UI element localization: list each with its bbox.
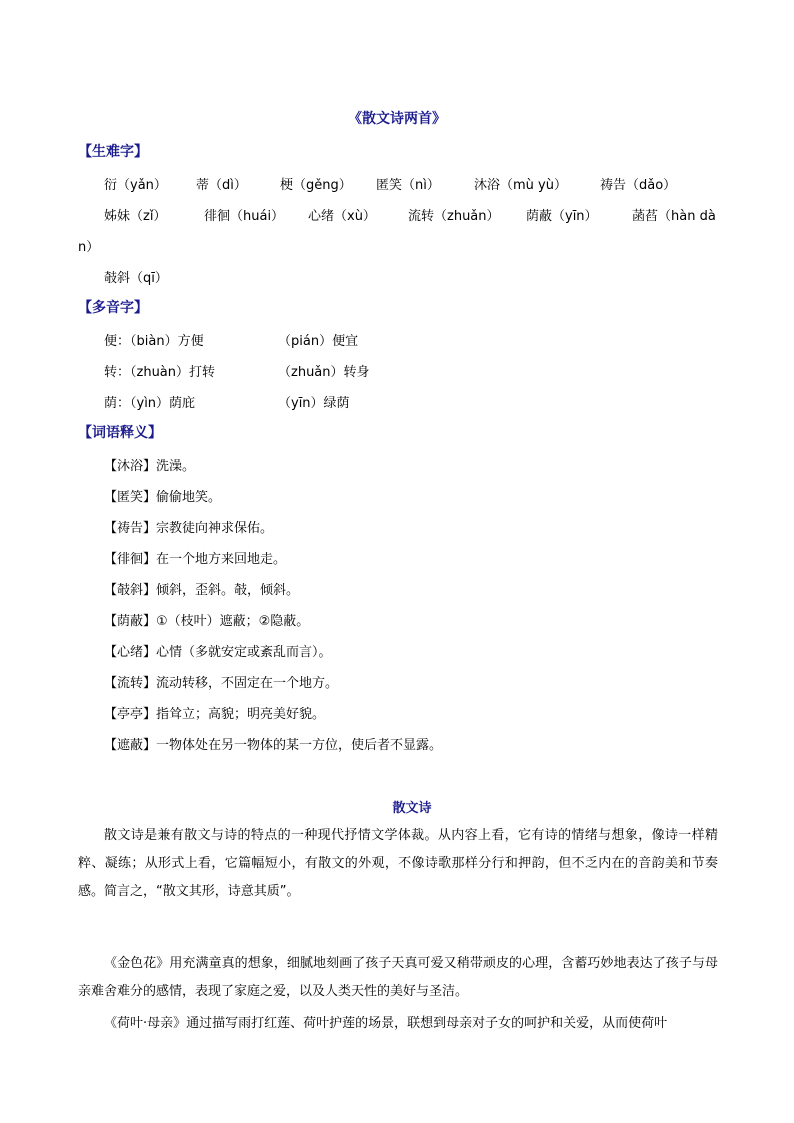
- prose-poem-heading: 散文诗: [392, 801, 432, 816]
- glossary-entry: 【沐浴】洗澡。: [104, 459, 196, 474]
- hard-char-item: 姊妹（zǐ）: [104, 209, 167, 224]
- glossary-entry: 【徘徊】在一个地方来回地走。: [104, 552, 287, 567]
- section-heading-polyphones: 【多音字】: [78, 300, 148, 316]
- glossary-entry: 【亭亭】指耸立；高貌；明亮美好貌。: [104, 707, 326, 722]
- polyphone-head: 便：（biàn）方便: [104, 334, 204, 349]
- polyphone-alt: （yīn）绿荫: [278, 396, 350, 411]
- glossary-entry: 【流转】流动转移，不固定在一个地方。: [104, 676, 339, 691]
- hard-char-item: 沐浴（mù yù）: [474, 178, 567, 193]
- hard-char-wrap: n）: [78, 240, 100, 255]
- golden-flower-summary: 《金色花》用充满童真的想象，细腻地刻画了孩子天真可爱又稍带顽皮的心理，含蓄巧妙地表达了孩子与母亲难舍难分的感情，表现了家庭之爱，以及人类天性的美好与圣洁。: [78, 956, 718, 999]
- hard-char-item: 梗（gěng）: [280, 178, 352, 193]
- polyphone-alt: （zhuǎn）转身: [278, 365, 370, 380]
- hard-char-item: 衍（yǎn）: [104, 178, 167, 193]
- polyphone-head: 荫：（yìn）荫庇: [104, 396, 196, 411]
- glossary-entry: 【心绪】心情（多就安定或紊乱而言）。: [104, 645, 332, 660]
- section-heading-glossary: 【词语释义】: [78, 425, 162, 441]
- glossary-entry: 【祷告】宗教徒向神求保佑。: [104, 521, 274, 536]
- hard-char-item: 蒂（dì）: [196, 178, 247, 193]
- section-heading-hard-chars: 【生难字】: [78, 144, 148, 160]
- polyphone-head: 转：（zhuàn）打转: [104, 365, 216, 380]
- hard-char-item: 荫蔽（yīn）: [526, 209, 598, 224]
- hard-char-item: 攲斜（qī）: [104, 271, 168, 286]
- hard-char-item: 心绪（xù）: [308, 209, 376, 224]
- glossary-entry: 【荫蔽】①（枝叶）遮蔽；②隐蔽。: [104, 614, 310, 629]
- hard-char-item: 流转（zhuǎn）: [408, 209, 500, 224]
- lotus-mother-summary: 《荷叶·母亲》通过描写雨打红莲、荷叶护莲的场景，联想到母亲对子女的呵护和关爱，从而使荷叶: [104, 1016, 668, 1031]
- hard-char-item: 匿笑（nì）: [376, 178, 440, 193]
- hard-char-item: 徘徊（huái）: [204, 209, 285, 224]
- prose-poem-definition: 散文诗是兼有散文与诗的特点的一种现代抒情文学体裁。从内容上看，它有诗的情绪与想象，像诗一样精粹、凝练；从形式上看，它篇幅短小，有散文的外观，不像诗歌那样分行和押韵，但不乏内在的音韵美和节奏感。简言之，“散文其形，诗意其质”。: [78, 828, 718, 899]
- page-title: 《散文诗两首》: [348, 111, 446, 127]
- polyphone-alt: （pián）便宜: [278, 334, 359, 349]
- hard-char-item: 祷告（dǎo）: [600, 178, 677, 193]
- glossary-entry: 【匿笑】偷偷地笑。: [104, 490, 222, 505]
- glossary-entry: 【遮蔽】一物体处在另一物体的某一方位，使后者不显露。: [104, 738, 443, 753]
- glossary-entry: 【攲斜】倾斜，歪斜。攲，倾斜。: [104, 583, 300, 598]
- hard-char-item: 菡萏（hàn dà: [632, 209, 716, 224]
